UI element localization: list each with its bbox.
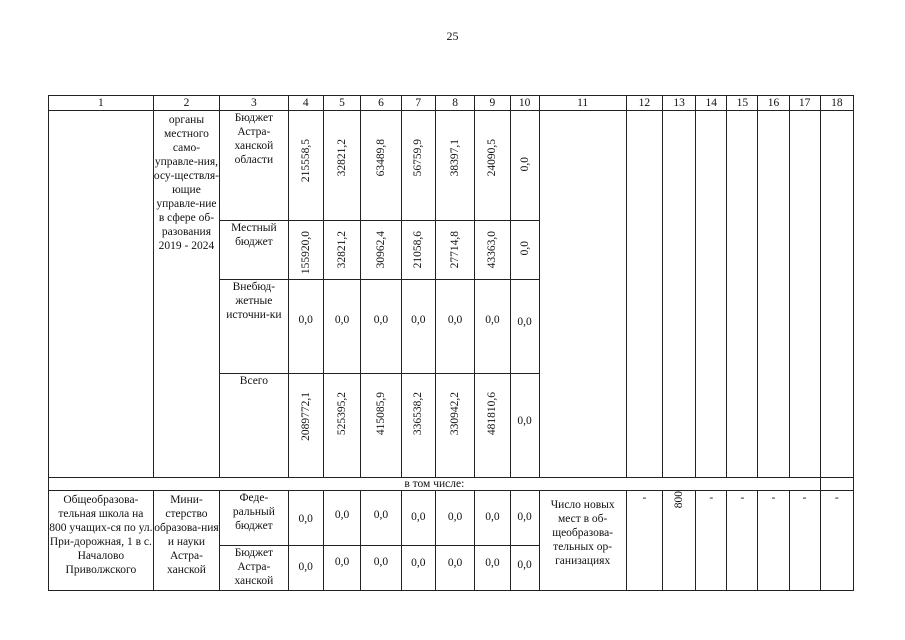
cell-value: 0,0 xyxy=(361,546,401,591)
table-row xyxy=(49,111,854,221)
cell-value xyxy=(401,221,435,280)
cell-empty xyxy=(727,111,758,478)
value-text: 0,0 xyxy=(518,157,531,172)
page-number: 25 xyxy=(446,29,459,43)
cell-value xyxy=(435,374,474,478)
cell-value xyxy=(361,374,401,478)
cell-indicator-value xyxy=(663,491,696,591)
cell-indicator-empty xyxy=(539,111,626,478)
cell-value: 0,0 xyxy=(435,491,474,546)
col-num: 1 xyxy=(49,96,154,111)
cell-value: 0,0 xyxy=(323,491,360,546)
col-num: 5 xyxy=(323,96,360,111)
value-text: 32821,2 xyxy=(336,139,349,177)
cell-executor xyxy=(153,111,219,478)
col-num: 16 xyxy=(758,96,789,111)
col-num: 3 xyxy=(220,96,288,111)
cell-value xyxy=(288,111,323,221)
cell-value: 0,0 xyxy=(288,491,323,546)
cell-value xyxy=(401,374,435,478)
cell-value xyxy=(323,374,360,478)
cell-value xyxy=(435,221,474,280)
value-text: 155920,0 xyxy=(299,231,312,275)
cell-value xyxy=(401,111,435,221)
cell-indicator: Число новых мест в об-щеобразова-тельных ор-ганизациях xyxy=(539,491,626,591)
cell-indicator-value: - xyxy=(789,491,820,591)
cell-name-empty xyxy=(49,111,154,478)
cell-indicator-value: - xyxy=(626,491,662,591)
cell-empty xyxy=(696,111,727,478)
cell-value xyxy=(323,111,360,221)
value-text: 43363,0 xyxy=(486,231,499,269)
table-row xyxy=(49,491,854,546)
cell-empty xyxy=(758,111,789,478)
col-num: 4 xyxy=(288,96,323,111)
col-num: 10 xyxy=(510,96,539,111)
cell-source: Бюджет Астра-ханской области xyxy=(220,111,288,221)
value-text: 32821,2 xyxy=(336,231,349,269)
cell-value: 0,0 xyxy=(288,546,323,591)
value-text: 0,0 xyxy=(518,241,531,256)
value-text: 415085,9 xyxy=(374,392,387,436)
cell-executor: Мини-стерство образова-ния и науки Астра-ханской xyxy=(153,491,219,591)
col-num: 15 xyxy=(727,96,758,111)
cell-source: Бюджет Астра-ханской xyxy=(220,546,288,591)
indicator-value-text: 800 xyxy=(673,491,686,509)
cell-object-name: Общеобразова-тельная школа на 800 учащих-ся по ул. При-дорожная, 1 в с. Началово Приволжского xyxy=(49,491,154,591)
value-text: 21058,6 xyxy=(412,231,425,269)
col-num: 8 xyxy=(435,96,474,111)
cell-value xyxy=(510,221,539,280)
cell-value: 0,0 xyxy=(361,491,401,546)
cell-value: 0,0 xyxy=(510,491,539,546)
cell-value xyxy=(475,374,510,478)
subheader-text: в том числе: xyxy=(49,478,821,491)
cell-value: 0,0 xyxy=(323,546,360,591)
cell-value: 0,0 xyxy=(475,491,510,546)
subheader-row xyxy=(49,478,854,491)
cell-value: 0,0 xyxy=(401,280,435,374)
col-num: 7 xyxy=(401,96,435,111)
cell-empty xyxy=(663,111,696,478)
col-num: 2 xyxy=(153,96,219,111)
cell-value: 0,0 xyxy=(435,280,474,374)
cell-empty xyxy=(626,111,662,478)
cell-value: 0,0 xyxy=(288,280,323,374)
cell-value xyxy=(435,111,474,221)
cell-source: Местный бюджет xyxy=(220,221,288,280)
col-num: 18 xyxy=(820,96,853,111)
value-text: 30962,4 xyxy=(374,231,387,269)
cell-value: 0,0 xyxy=(510,546,539,591)
cell-value: 0,0 xyxy=(510,280,539,374)
value-text: 63489,8 xyxy=(374,139,387,177)
cell-empty xyxy=(820,478,853,491)
cell-value: 0,0 xyxy=(323,280,360,374)
cell-value: 0,0 xyxy=(475,280,510,374)
col-num: 17 xyxy=(789,96,820,111)
value-text: 481810,6 xyxy=(486,392,499,436)
cell-source: Внебюд-жетные источни-ки xyxy=(220,280,288,374)
cell-value xyxy=(361,111,401,221)
cell-value: 0,0 xyxy=(401,491,435,546)
value-text: 525395,2 xyxy=(336,392,349,436)
col-num: 11 xyxy=(539,96,626,111)
cell-value xyxy=(323,221,360,280)
value-text: 27714,8 xyxy=(449,231,462,269)
cell-indicator-value: - xyxy=(696,491,727,591)
value-text: 330942,2 xyxy=(449,392,462,436)
value-text: 38397,1 xyxy=(449,139,462,177)
cell-value xyxy=(361,221,401,280)
value-text: 24090,5 xyxy=(486,139,499,177)
cell-value xyxy=(475,221,510,280)
col-num: 9 xyxy=(475,96,510,111)
executor-text: органы местного само-управле-ния, осу-ществля-ющие управле-ние в сфере об-разования 2019 - 2024 xyxy=(153,114,219,252)
cell-value xyxy=(288,221,323,280)
col-num: 14 xyxy=(696,96,727,111)
cell-empty xyxy=(789,111,820,478)
cell-value xyxy=(288,374,323,478)
value-text: 56759,9 xyxy=(412,139,425,177)
cell-source: Всего xyxy=(220,374,288,478)
cell-source: Феде-ральный бюджет xyxy=(220,491,288,546)
cell-value: 0,0 xyxy=(435,546,474,591)
cell-value: 0,0 xyxy=(475,546,510,591)
program-table xyxy=(48,95,854,591)
cell-indicator-value: - xyxy=(758,491,789,591)
cell-value: 0,0 xyxy=(401,546,435,591)
cell-value: 0,0 xyxy=(510,374,539,478)
cell-empty xyxy=(820,111,853,478)
cell-value xyxy=(475,111,510,221)
cell-indicator-value: - xyxy=(820,491,853,591)
column-number-row xyxy=(49,96,854,111)
col-num: 13 xyxy=(663,96,696,111)
value-text: 336538,2 xyxy=(412,392,425,436)
cell-value: 0,0 xyxy=(361,280,401,374)
col-num: 12 xyxy=(626,96,662,111)
cell-value xyxy=(510,111,539,221)
value-text: 2089772,1 xyxy=(299,392,312,441)
col-num: 6 xyxy=(361,96,401,111)
value-text: 215558,5 xyxy=(299,139,312,183)
cell-indicator-value: - xyxy=(727,491,758,591)
